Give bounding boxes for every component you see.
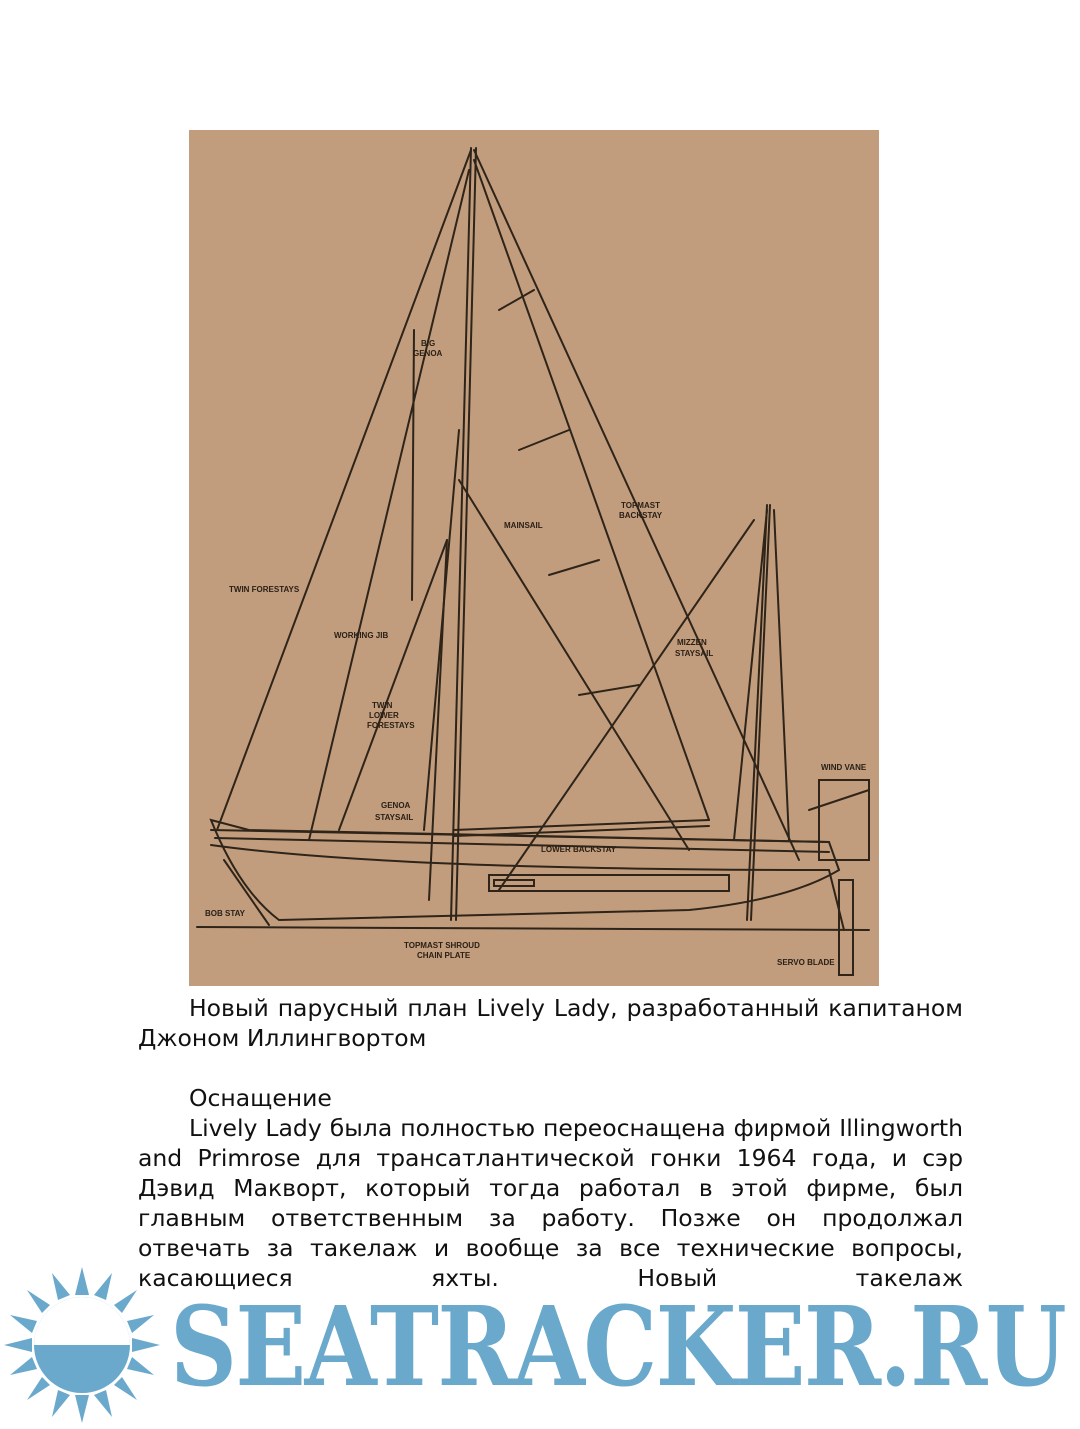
label-mizzen-staysail-2: STAYSAIL [675,649,714,658]
label-genoa-staysail-1: GENOA [381,801,411,810]
sun-logo [4,1267,160,1423]
label-twin-lower-forestays-3: FORESTAYS [367,721,415,730]
label-twin-lower-forestays-2: LOWER [369,711,399,720]
sail-plan-drawing [189,130,879,986]
figure-caption [138,993,963,1053]
watermark-graphic [0,1265,1080,1425]
watermark-text: SEATRACKER.RU [170,1282,1066,1411]
label-servo-blade: SERVO BLADE [777,958,835,967]
label-working-jib: WORKING JIB [334,631,389,640]
label-topmast-shroud-1: TOPMAST SHROUD [404,941,480,950]
caption-text: Новый парусный план Lively Lady, разработанный капитаном Джоном Иллингвортом [138,994,963,1052]
label-wind-vane: WIND VANE [821,763,867,772]
label-mizzen-staysail-1: MIZZEN [677,638,707,647]
label-mainsail: MAINSAIL [504,521,543,530]
label-bob-stay: BOB STAY [205,909,246,918]
label-genoa-staysail-2: STAYSAIL [375,813,414,822]
section-heading: Оснащение [189,1084,332,1112]
label-twin-lower-forestays-1: TWIN [372,701,393,710]
label-twin-forestays: TWIN FORESTAYS [229,585,300,594]
label-topmast-backstay-1: TOPMAST [621,501,660,510]
label-lower-backstay: LOWER BACKSTAY [541,845,617,854]
section-equipment [138,1083,963,1293]
label-topmast-backstay-2: BACKSTAY [619,511,663,520]
sail-plan-figure [189,130,879,986]
seatracker-watermark [0,1265,1080,1425]
label-topmast-shroud-2: CHAIN PLATE [417,951,471,960]
section-body: Lively Lady была полностью переоснащена фирмой Illingworth and Primrose для трансатлантической гонки 1964 года, и сэр Дэвид Макворт, который тогда работал в этой фирме, был главным ответственным за работу. Позже он продолжал отвечать за такелаж и вообще за все технические вопросы, касающиеся яхты. Новый такелаж [138,1114,963,1292]
label-big-genoa-1: BIG [421,339,436,348]
label-big-genoa-2: GENOA [413,349,443,358]
